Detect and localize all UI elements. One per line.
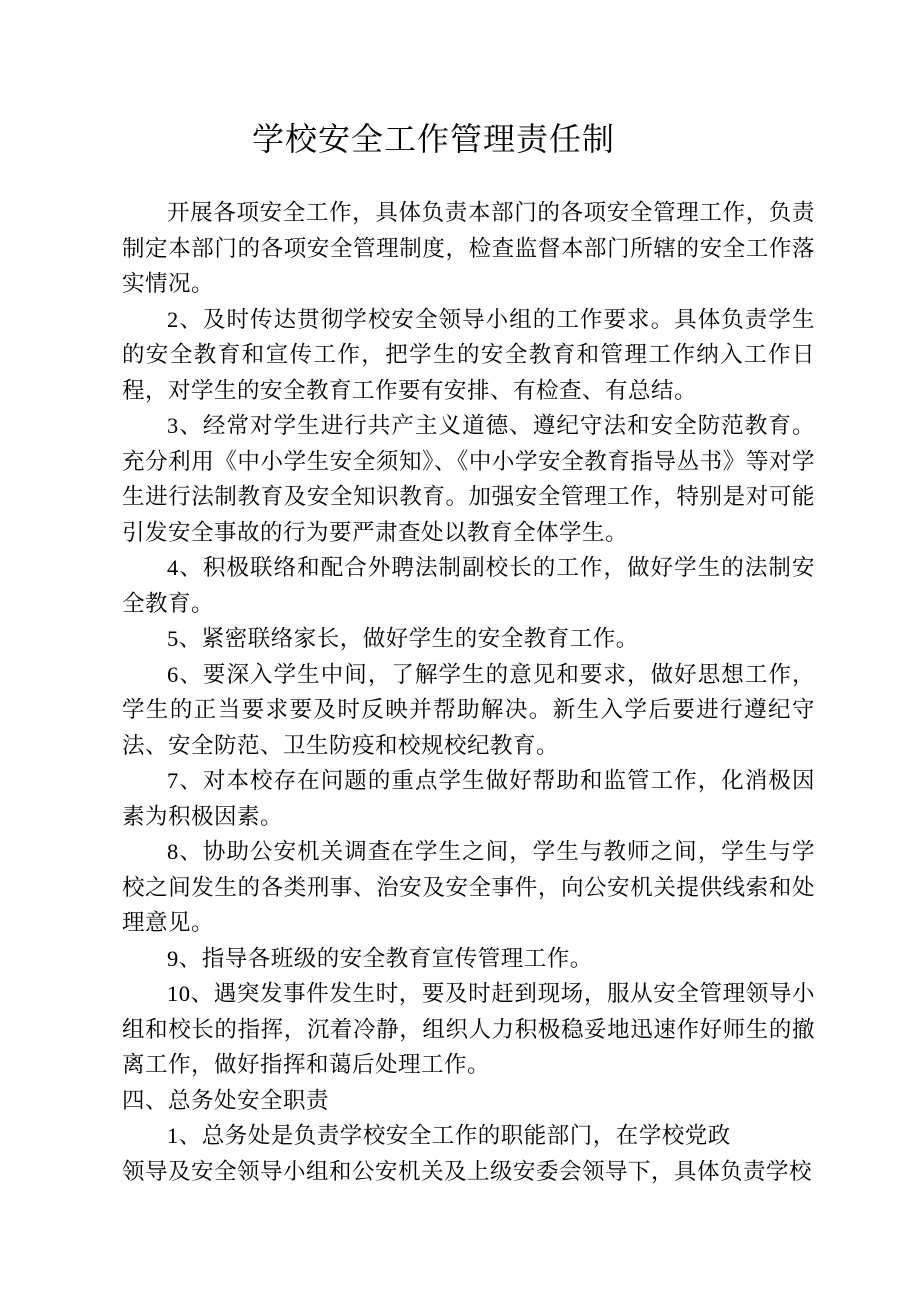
paragraph-item-2: 2、及时传达贯彻学校安全领导小组的工作要求。具体负责学生的安全教育和宣传工作，把学生的安全教育和管理工作纳入工作日程，对学生的安全教育工作要有安排、有检查、有总结。 — [122, 306, 815, 403]
paragraph-item-8: 8、协助公安机关调查在学生之间，学生与教师之间，学生与学校之间发生的各类刑事、治安及安全事件，向公安机关提供线索和处理意见。 — [122, 839, 815, 935]
document-title: 学校安全工作管理责任制 — [251, 121, 615, 157]
paragraph-item-7: 7、对本校存在问题的重点学生做好帮助和监管工作，化消极因素为积极因素。 — [122, 768, 815, 829]
paragraph-intro: 开展各项安全工作，具体负责本部门的各项安全管理工作，负责制定本部门的各项安全管理制度，检查监督本部门所辖的安全工作落实情况。 — [122, 200, 815, 296]
paragraph-item-10: 10、遇突发事件发生时，要及时赶到现场，服从安全管理领导小组和校长的指挥，沉着冷静，组织人力积极稳妥地迅速作好师生的撤离工作，做好指挥和蔼后处理工作。 — [122, 981, 815, 1077]
paragraph-section4-item-1: 1、总务处是负责学校安全工作的职能部门，在学校党政 — [167, 1123, 731, 1148]
paragraph-item-6: 6、要深入学生中间，了解学生的意见和要求，做好思想工作，学生的正当要求要及时反映并帮助解决。新生入学后要进行遵纪守法、安全防范、卫生防疫和校规校纪教育。 — [122, 661, 815, 758]
paragraph-continuation: 领导及安全领导小组和公安机关及上级安委会领导下，具体负责学校 — [122, 1158, 813, 1184]
paragraph-item-5: 5、紧密联络家长，做好学生的安全教育工作。 — [167, 626, 639, 651]
document-body — [122, 195, 815, 1189]
paragraph-item-3: 3、经常对学生进行共产主义道德、遵纪守法和安全防范教育。充分利用《中小学生安全须知》、《中小学安全教育指导丛书》等对学生进行法制教育及安全知识教育。加强安全管理工作，特别是对可能引发安全事故的行为要严肃查处以教育全体学生。 — [122, 413, 815, 545]
paragraph-item-9: 9、指导各班级的安全教育宣传管理工作。 — [167, 945, 593, 971]
section-heading-4: 四、总务处安全职责 — [122, 1087, 330, 1113]
paragraph-item-4: 4、积极联络和配合外聘法制副校长的工作，做好学生的法制安全教育。 — [122, 555, 815, 616]
